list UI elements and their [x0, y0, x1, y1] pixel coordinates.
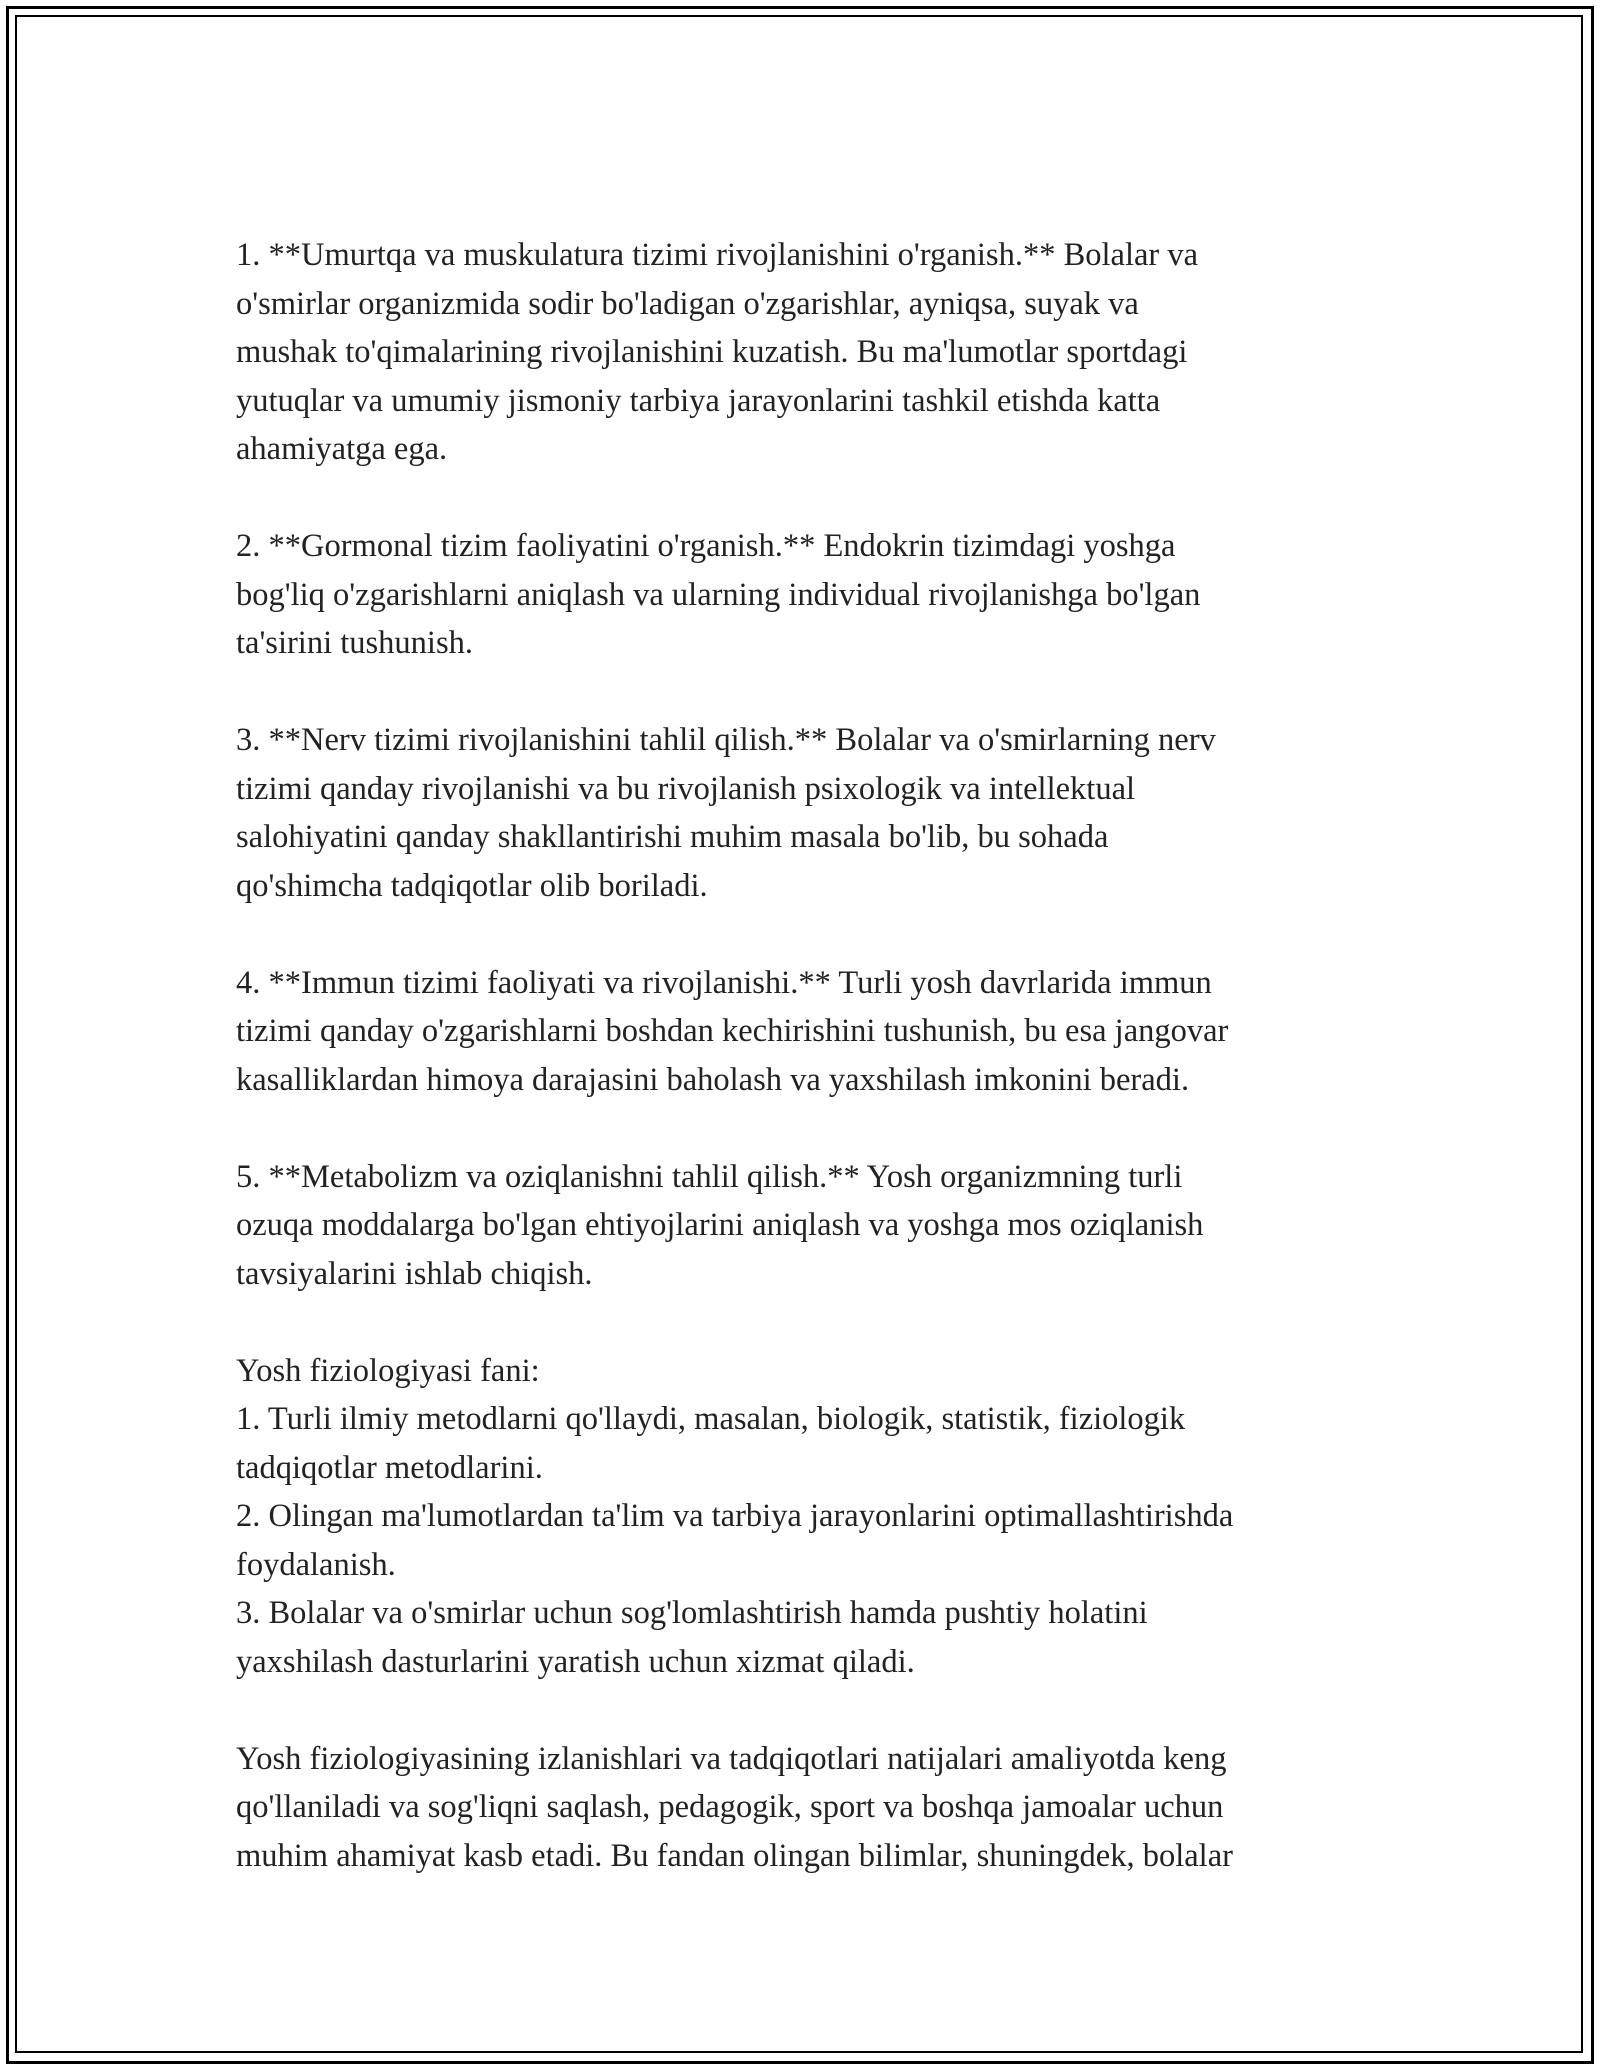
- text-line: yutuqlar va umumiy jismoniy tarbiya jarayonlarini tashkil etishda katta: [236, 382, 1161, 419]
- text-line: 3. Bolalar va o'smirlar uchun sog'lomlashtirish hamda pushtiy holatini: [236, 1595, 1148, 1631]
- document-body: [236, 231, 1376, 1880]
- paragraph-conclusion: [236, 1735, 1376, 1881]
- text-line: tizimi qanday o'zgarishlarni boshdan kechirishini tushunish, bu esa jangovar: [236, 1013, 1229, 1049]
- text-line: 2. Olingan ma'lumotlardan ta'lim va tarbiya jarayonlarini optimallashtirishda: [236, 1498, 1234, 1534]
- paragraph-methods-list: [236, 1347, 1376, 1687]
- text-line: tavsiyalarini ishlab chiqish.: [236, 1255, 593, 1292]
- text-line: yaxshilash dasturlarini yaratish uchun xizmat qiladi.: [236, 1643, 915, 1680]
- text-line: tadqiqotlar metodlarini.: [236, 1449, 543, 1486]
- text-line: 5. **Metabolizm va oziqlanishni tahlil qilish.** Yosh organizmning turli: [236, 1158, 1183, 1195]
- paragraph-immune: [236, 959, 1376, 1105]
- text-line: 4. **Immun tizimi faoliyati va rivojlanishi.** Turli yosh davrlarida immun: [236, 964, 1212, 1001]
- text-line: 1. Turli ilmiy metodlarni qo'llaydi, masalan, biologik, statistik, fiziologik: [236, 1401, 1186, 1437]
- text-line: 2. **Gormonal tizim faoliyatini o'rganish.** Endokrin tizimdagi yoshga: [236, 528, 1176, 564]
- text-line: o'smirlar organizmida sodir bo'ladigan o'zgarishlar, ayniqsa, suyak va: [236, 285, 1139, 322]
- text-line: mushak to'qimalarining rivojlanishini kuzatish. Bu ma'lumotlar sportdagi: [236, 334, 1188, 370]
- text-line: muhim ahamiyat kasb etadi. Bu fandan olingan bilimlar, shuningdek, bolalar: [236, 1837, 1233, 1874]
- text-line: Yosh fiziologiyasi fani:: [236, 1352, 540, 1389]
- paragraph-metabolism: [236, 1153, 1376, 1299]
- text-line: qo'llaniladi va sog'liqni saqlash, pedagogik, sport va boshqa jamoalar uchun: [236, 1789, 1224, 1825]
- text-line: ozuqa moddalarga bo'lgan ehtiyojlarini aniqlash va yoshga mos oziqlanish: [236, 1207, 1204, 1243]
- text-line: salohiyatini qanday shakllantirishi muhim masala bo'lib, bu sohada: [236, 819, 1109, 855]
- text-line: qo'shimcha tadqiqotlar olib boriladi.: [236, 867, 708, 904]
- text-line: 1. **Umurtqa va muskulatura tizimi rivojlanishini o'rganish.** Bolalar va: [236, 237, 1199, 273]
- text-line: ta'sirini tushunish.: [236, 625, 473, 661]
- text-line: kasalliklardan himoya darajasini baholash va yaxshilash imkonini beradi.: [236, 1061, 1190, 1098]
- paragraph-nervous: [236, 716, 1376, 910]
- text-line: ahamiyatga ega.: [236, 431, 448, 467]
- text-line: foydalanish.: [236, 1546, 396, 1583]
- paragraph-hormonal: [236, 522, 1376, 668]
- text-line: bog'liq o'zgarishlarni aniqlash va ularning individual rivojlanishga bo'lgan: [236, 576, 1201, 613]
- text-line: tizimi qanday rivojlanishi va bu rivojlanish psixologik va intellektual: [236, 770, 1136, 807]
- paragraph-musculoskeletal: [236, 231, 1376, 474]
- text-line: 3. **Nerv tizimi rivojlanishini tahlil qilish.** Bolalar va o'smirlarning nerv: [236, 722, 1216, 758]
- text-line: Yosh fiziologiyasining izlanishlari va tadqiqotlari natijalari amaliyotda keng: [236, 1740, 1227, 1777]
